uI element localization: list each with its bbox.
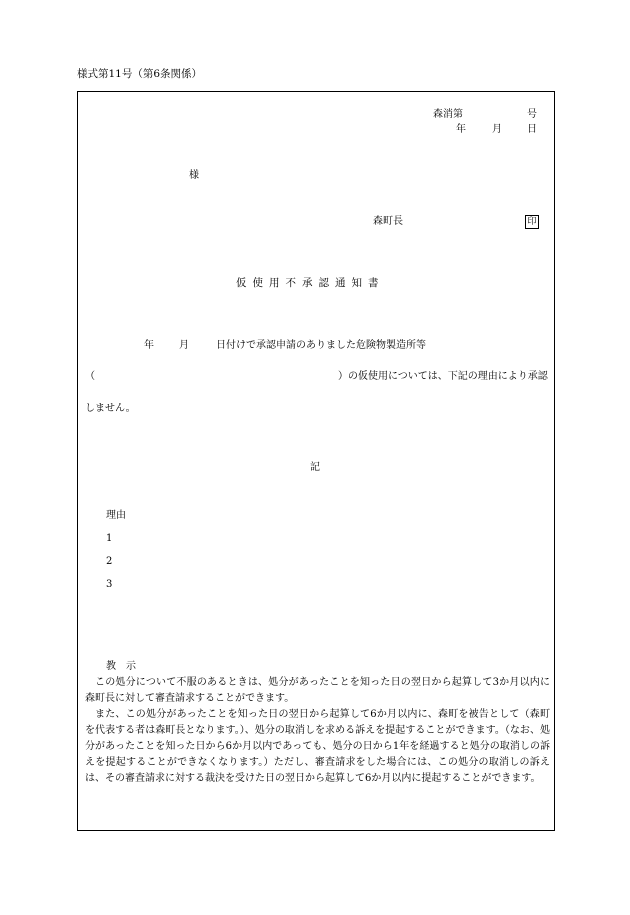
body-month: 月	[179, 340, 189, 351]
reason-item: 3	[106, 579, 113, 590]
body-line2-open: （	[85, 371, 95, 382]
instruction-paragraph-2: また、この処分があったことを知った日の翌日から起算して6か月以内に、森町を被告として（森町を代表する者は森町長となります。）、処分の取消しを求める訴えを提起することができます。（なお、処分があったことを知った日から6か月以内であっても、処分の日から1年を経過すると処分の取消しの訴えを提起することができなくなります。）ただし、審査請求をした場合には、この処分の取消しの訴えは、その審査請求に対する裁決を受けた日の翌日から起算して6か月以内に提起することができます。	[85, 709, 550, 784]
issuer-name: 森町長	[373, 216, 403, 227]
instruction-paragraph-1: この処分について不服のあるときは、処分があったことを知った日の翌日から起算して3か月以内に森町長に対して審査請求することができます。	[85, 677, 550, 704]
seal-mark: 印	[525, 215, 539, 229]
date-year: 年	[456, 124, 466, 135]
doc-number-suffix: 号	[527, 109, 537, 120]
ki-heading: 記	[310, 462, 320, 473]
instruction-heading: 教 示	[106, 661, 136, 672]
reason-item: 2	[106, 556, 113, 567]
form-label: 様式第11号（第6条関係）	[77, 68, 203, 80]
recipient-suffix: 様	[189, 170, 199, 181]
body-line3: しません。	[85, 403, 136, 414]
reasons-label: 理由	[106, 510, 126, 521]
page-title: 仮使用不承認通知書	[236, 277, 385, 289]
body-line2: ）の仮使用については、下記の理由により承認	[338, 371, 548, 382]
body-line1: 日付けで承認申請のありました危険物製造所等	[216, 340, 426, 351]
date-day: 日	[527, 124, 537, 135]
date-month: 月	[492, 124, 502, 135]
reason-item: 1	[106, 533, 113, 544]
doc-number-prefix: 森消第	[433, 109, 463, 120]
body-year: 年	[144, 340, 154, 351]
